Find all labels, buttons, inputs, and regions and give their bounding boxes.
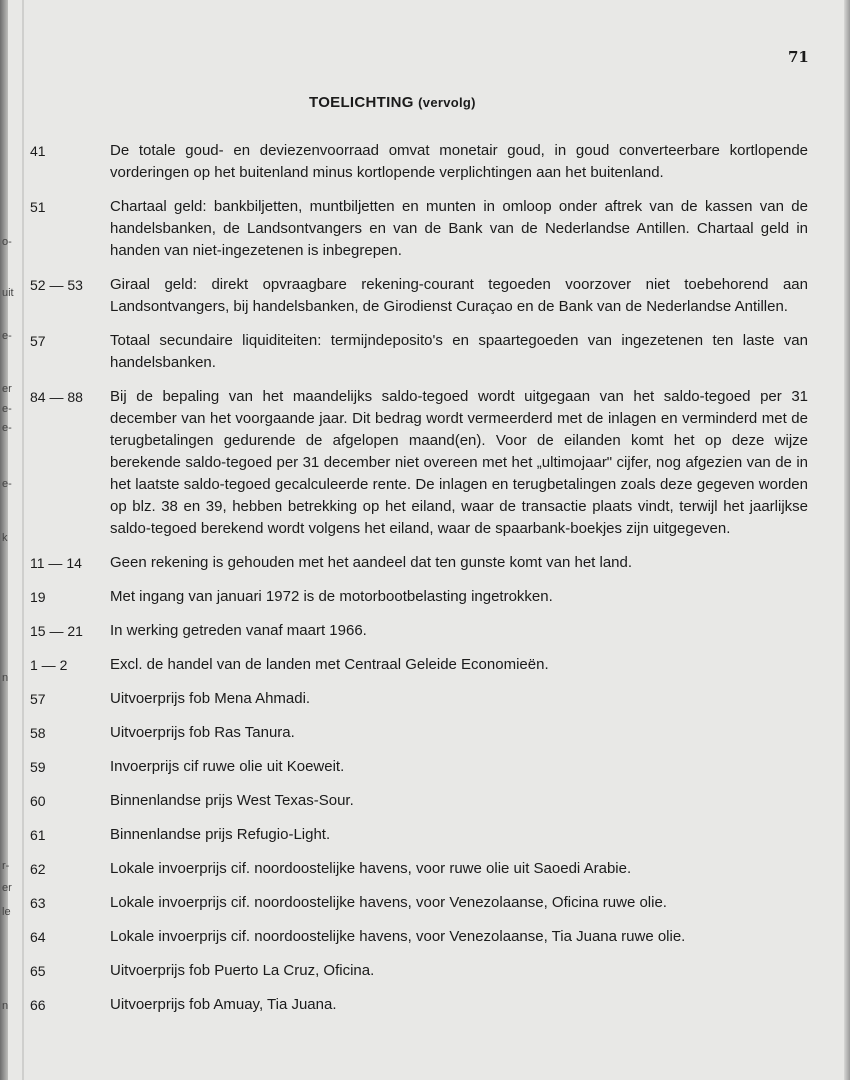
note-text: Invoerprijs cif ruwe olie uit Koeweit. xyxy=(110,758,345,775)
margin-fragment: o- xyxy=(2,236,12,248)
note-text: Uitvoerprijs fob Amuay, Tia Juana. xyxy=(110,996,337,1013)
margin-fragment: k xyxy=(2,532,8,544)
note-text: Totaal secundaire liquiditeiten: termijndeposito's en spaartegoeden van ingezetenen ten laste van handelsbanken. xyxy=(110,332,808,371)
margin-fragment: e- xyxy=(2,422,12,434)
margin-fragment: r- xyxy=(2,860,10,872)
note-entry xyxy=(30,994,808,1016)
note-reference: 51 xyxy=(30,199,46,215)
note-text: Uitvoerprijs fob Ras Tanura. xyxy=(110,724,295,741)
note-reference: 52 — 53 xyxy=(30,277,83,293)
note-entry xyxy=(30,140,808,184)
note-text: Geen rekening is gehouden met het aandeel dat ten gunste komt van het land. xyxy=(110,554,633,571)
note-reference: 65 xyxy=(30,963,46,979)
margin-fragment: n xyxy=(2,1000,9,1012)
note-reference: 62 xyxy=(30,861,46,877)
note-entry xyxy=(30,552,808,574)
note-text: Lokale invoerprijs cif. noordoostelijke havens, voor Venezolaanse, Oficina ruwe olie. xyxy=(110,894,667,911)
note-entry xyxy=(30,196,808,262)
note-text: De totale goud- en deviezenvoorraad omvat monetair goud, in goud converteerbare kortlopende vorderingen op het buitenland minus kortlopende verplichtingen aan het buitenland. xyxy=(110,142,808,181)
note-reference: 57 xyxy=(30,691,46,707)
margin-fragment: e- xyxy=(2,403,12,415)
note-entry xyxy=(30,620,808,642)
note-reference: 15 — 21 xyxy=(30,623,83,639)
note-reference: 59 xyxy=(30,759,46,775)
page-title xyxy=(309,94,476,111)
margin-fragment: uit xyxy=(2,287,14,299)
note-reference: 19 xyxy=(30,589,46,605)
note-entry xyxy=(30,960,808,982)
note-entry xyxy=(30,858,808,880)
note-text: Lokale invoerprijs cif. noordoostelijke havens, voor ruwe olie uit Saoedi Arabie. xyxy=(110,860,632,877)
note-text: Giraal geld: direkt opvraagbare rekening-courant tegoeden voorzover niet toebehorend aan Landsontvangers, bij handelsbanken, de Girodienst Curaçao en de Bank van de Nederlandse Antillen. xyxy=(110,276,808,315)
note-text: Uitvoerprijs fob Mena Ahmadi. xyxy=(110,690,311,707)
note-text: Binnenlandse prijs Refugio-Light. xyxy=(110,826,331,843)
page-fold-line xyxy=(22,0,24,1080)
note-reference: 1 — 2 xyxy=(30,657,68,673)
note-entry xyxy=(30,756,808,778)
margin-fragment: er xyxy=(2,882,12,894)
note-text: Lokale invoerprijs cif. noordoostelijke havens, voor Venezolaanse, Tia Juana ruwe olie. xyxy=(110,928,686,945)
note-entry xyxy=(30,330,808,374)
note-text: Binnenlandse prijs West Texas-Sour. xyxy=(110,792,354,809)
note-entry xyxy=(30,824,808,846)
note-reference: 61 xyxy=(30,827,46,843)
note-entry xyxy=(30,892,808,914)
note-reference: 84 — 88 xyxy=(30,389,83,405)
note-text: In werking getreden vanaf maart 1966. xyxy=(110,622,367,639)
page-right-edge xyxy=(844,0,850,1080)
title-suffix: (vervolg) xyxy=(418,95,476,110)
note-text: Uitvoerprijs fob Puerto La Cruz, Oficina. xyxy=(110,962,375,979)
note-reference: 41 xyxy=(30,143,46,159)
margin-fragment: e- xyxy=(2,330,12,342)
note-entry xyxy=(30,386,808,540)
note-reference: 11 — 14 xyxy=(30,555,82,571)
note-entry xyxy=(30,722,808,744)
note-reference: 60 xyxy=(30,793,46,809)
note-text: Met ingang van januari 1972 is de motorbootbelasting ingetrokken. xyxy=(110,588,553,605)
note-entry xyxy=(30,274,808,318)
margin-fragment: er xyxy=(2,383,12,395)
margin-fragment: n xyxy=(2,672,9,684)
title-text: TOELICHTING xyxy=(309,94,414,111)
margin-fragment: e- xyxy=(2,478,12,490)
note-reference: 63 xyxy=(30,895,46,911)
note-entry xyxy=(30,654,808,676)
page-number: 71 xyxy=(788,48,809,66)
note-entry xyxy=(30,926,808,948)
margin-fragment: le xyxy=(2,906,11,918)
notes-list xyxy=(30,140,808,1028)
note-entry xyxy=(30,790,808,812)
note-text: Excl. de handel van de landen met Centraal Geleide Economieën. xyxy=(110,656,549,673)
note-entry xyxy=(30,586,808,608)
note-reference: 57 xyxy=(30,333,46,349)
note-reference: 64 xyxy=(30,929,46,945)
note-entry xyxy=(30,688,808,710)
note-reference: 66 xyxy=(30,997,46,1013)
note-reference: 58 xyxy=(30,725,46,741)
note-text: Chartaal geld: bankbiljetten, muntbiljetten en munten in omloop onder aftrek van de kassen van de handelsbanken, de Landsontvangers en van de Bank van de Nederlandse Antillen. Chartaal geld in handen van niet-ingezetenen is inbegrepen. xyxy=(110,198,808,259)
note-text: Bij de bepaling van het maandelijks saldo-tegoed wordt uitgegaan van het saldo-tegoed per 31 december van het voorgaande jaar. Dit bedrag wordt vermeerderd met de inlagen en verminderd met de terugbetalingen gedurende de afgelopen maand(en). Voor de eilanden komt het op deze wijze berekende saldo-tegoed per 31 december niet overeen met het „ultimojaar" cijfer, nog afgezien van de in het laatste saldo-tegoed gecalculeerde rente. De inlagen en terugbetalingen zoals deze gegeven worden op blz. 38 en 39, hebben betrekking op het eiland, waar de transactie plaats vindt, terwijl het jaarlijkse saldo-tegoed berekend wordt volgens het eiland, waar de spaarbank-boekjes zijn uitgegeven. xyxy=(110,388,808,537)
